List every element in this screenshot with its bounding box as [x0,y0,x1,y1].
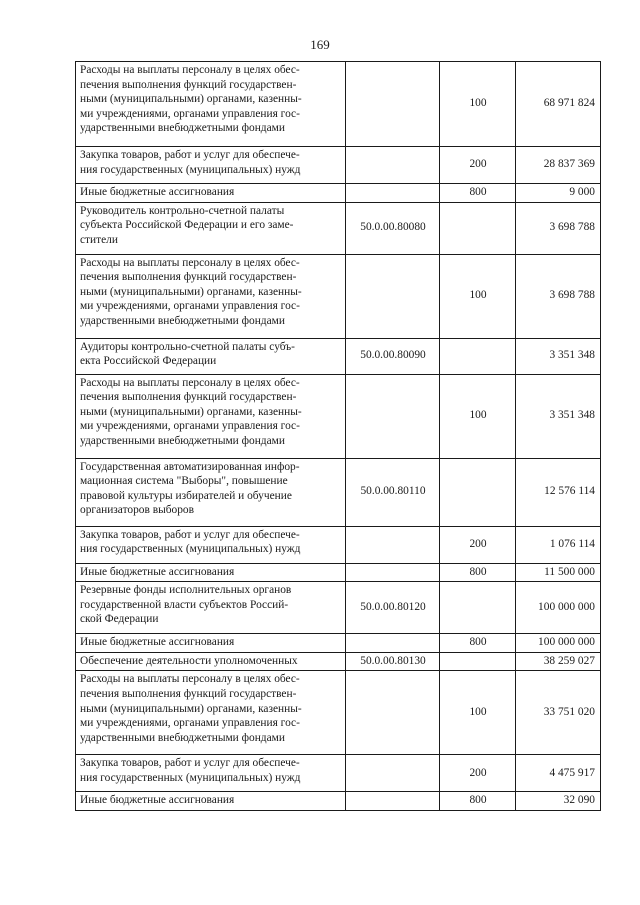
table-row [76,792,601,811]
amount-cell: 38 259 027 [516,652,601,671]
expense-name-cell: Государственная автоматизированная инфор- мационная система "Выборы", повышение правовой культуры избирателей и обучение организаторов выборов [76,458,346,526]
expense-name-cell: Обеспечение деятельности уполномоченных [76,652,346,671]
table-row [76,526,601,563]
table-row [76,458,601,526]
expense-type-cell: 100 [440,62,516,147]
target-code-cell [346,374,440,458]
target-code-cell: 50.0.00.80130 [346,652,440,671]
amount-cell: 28 837 369 [516,147,601,184]
expense-name-cell: Закупка товаров, работ и услуг для обеспече- ния государственных (муниципальных) нужд [76,526,346,563]
amount-cell: 11 500 000 [516,563,601,582]
target-code-cell: 50.0.00.80110 [346,458,440,526]
target-code-cell: 50.0.00.80120 [346,582,440,634]
expense-name-cell: Иные бюджетные ассигнования [76,184,346,203]
amount-cell: 3 351 348 [516,338,601,374]
target-code-cell [346,634,440,653]
expense-name-cell: Закупка товаров, работ и услуг для обеспече- ния государственных (муниципальных) нужд [76,147,346,184]
expense-name-cell: Расходы на выплаты персоналу в целях обес- печения выполнения функций государствен- ными (муниципальными) органами, казенны- ми учреждениями, органами управления гос- ударственными внебюджетными фондами [76,254,346,338]
amount-cell: 32 090 [516,792,601,811]
expense-type-cell: 800 [440,563,516,582]
target-code-cell [346,62,440,147]
expense-name-cell: Аудиторы контрольно-счетной палаты субъ- екта Российской Федерации [76,338,346,374]
amount-cell: 4 475 917 [516,755,601,792]
expense-name-cell: Расходы на выплаты персоналу в целях обес- печения выполнения функций государствен- ными (муниципальными) органами, казенны- ми учреждениями, органами управления гос- ударственными внебюджетными фондами [76,374,346,458]
expense-type-cell: 800 [440,792,516,811]
target-code-cell [346,184,440,203]
target-code-cell [346,254,440,338]
expense-name-cell: Иные бюджетные ассигнования [76,634,346,653]
expense-name-cell: Резервные фонды исполнительных органов государственной власти субъектов Россий- ской Федерации [76,582,346,634]
amount-cell: 3 351 348 [516,374,601,458]
expense-type-cell: 100 [440,254,516,338]
target-code-cell [346,563,440,582]
expense-type-cell: 100 [440,671,516,755]
expense-type-cell: 200 [440,526,516,563]
expense-type-cell [440,582,516,634]
expense-type-cell: 800 [440,634,516,653]
expense-name-cell: Расходы на выплаты персоналу в целях обес- печения выполнения функций государствен- ными (муниципальными) органами, казенны- ми учреждениями, органами управления гос- ударственными внебюджетными фондами [76,62,346,147]
amount-cell: 3 698 788 [516,202,601,254]
table-row [76,147,601,184]
amount-cell: 9 000 [516,184,601,203]
expense-name-cell: Руководитель контрольно-счетной палаты субъекта Российской Федерации и его заме- стители [76,202,346,254]
amount-cell: 1 076 114 [516,526,601,563]
table-row [76,184,601,203]
table-row [76,671,601,755]
table-row [76,755,601,792]
table-row [76,563,601,582]
target-code-cell: 50.0.00.80080 [346,202,440,254]
expense-type-cell [440,338,516,374]
expense-type-cell: 100 [440,374,516,458]
expense-type-cell [440,202,516,254]
expense-name-cell: Закупка товаров, работ и услуг для обеспече- ния государственных (муниципальных) нужд [76,755,346,792]
table-row [76,254,601,338]
expense-type-cell: 800 [440,184,516,203]
expense-type-cell: 200 [440,755,516,792]
target-code-cell [346,671,440,755]
target-code-cell: 50.0.00.80090 [346,338,440,374]
table-row [76,62,601,147]
expense-name-cell: Иные бюджетные ассигнования [76,792,346,811]
expense-type-cell: 200 [440,147,516,184]
amount-cell: 3 698 788 [516,254,601,338]
table-row [76,582,601,634]
budget-table [75,61,601,811]
table-row [76,374,601,458]
expense-name-cell: Расходы на выплаты персоналу в целях обес- печения выполнения функций государствен- ными (муниципальными) органами, казенны- ми учреждениями, органами управления гос- ударственными внебюджетными фондами [76,671,346,755]
target-code-cell [346,792,440,811]
expense-type-cell [440,458,516,526]
table-row [76,634,601,653]
expense-type-cell [440,652,516,671]
budget-table-body [76,62,601,811]
table-row [76,202,601,254]
target-code-cell [346,755,440,792]
amount-cell: 68 971 824 [516,62,601,147]
amount-cell: 33 751 020 [516,671,601,755]
target-code-cell [346,147,440,184]
target-code-cell [346,526,440,563]
page-number: 169 [310,37,330,52]
expense-name-cell: Иные бюджетные ассигнования [76,563,346,582]
amount-cell: 100 000 000 [516,634,601,653]
amount-cell: 100 000 000 [516,582,601,634]
amount-cell: 12 576 114 [516,458,601,526]
table-row [76,338,601,374]
table-row [76,652,601,671]
